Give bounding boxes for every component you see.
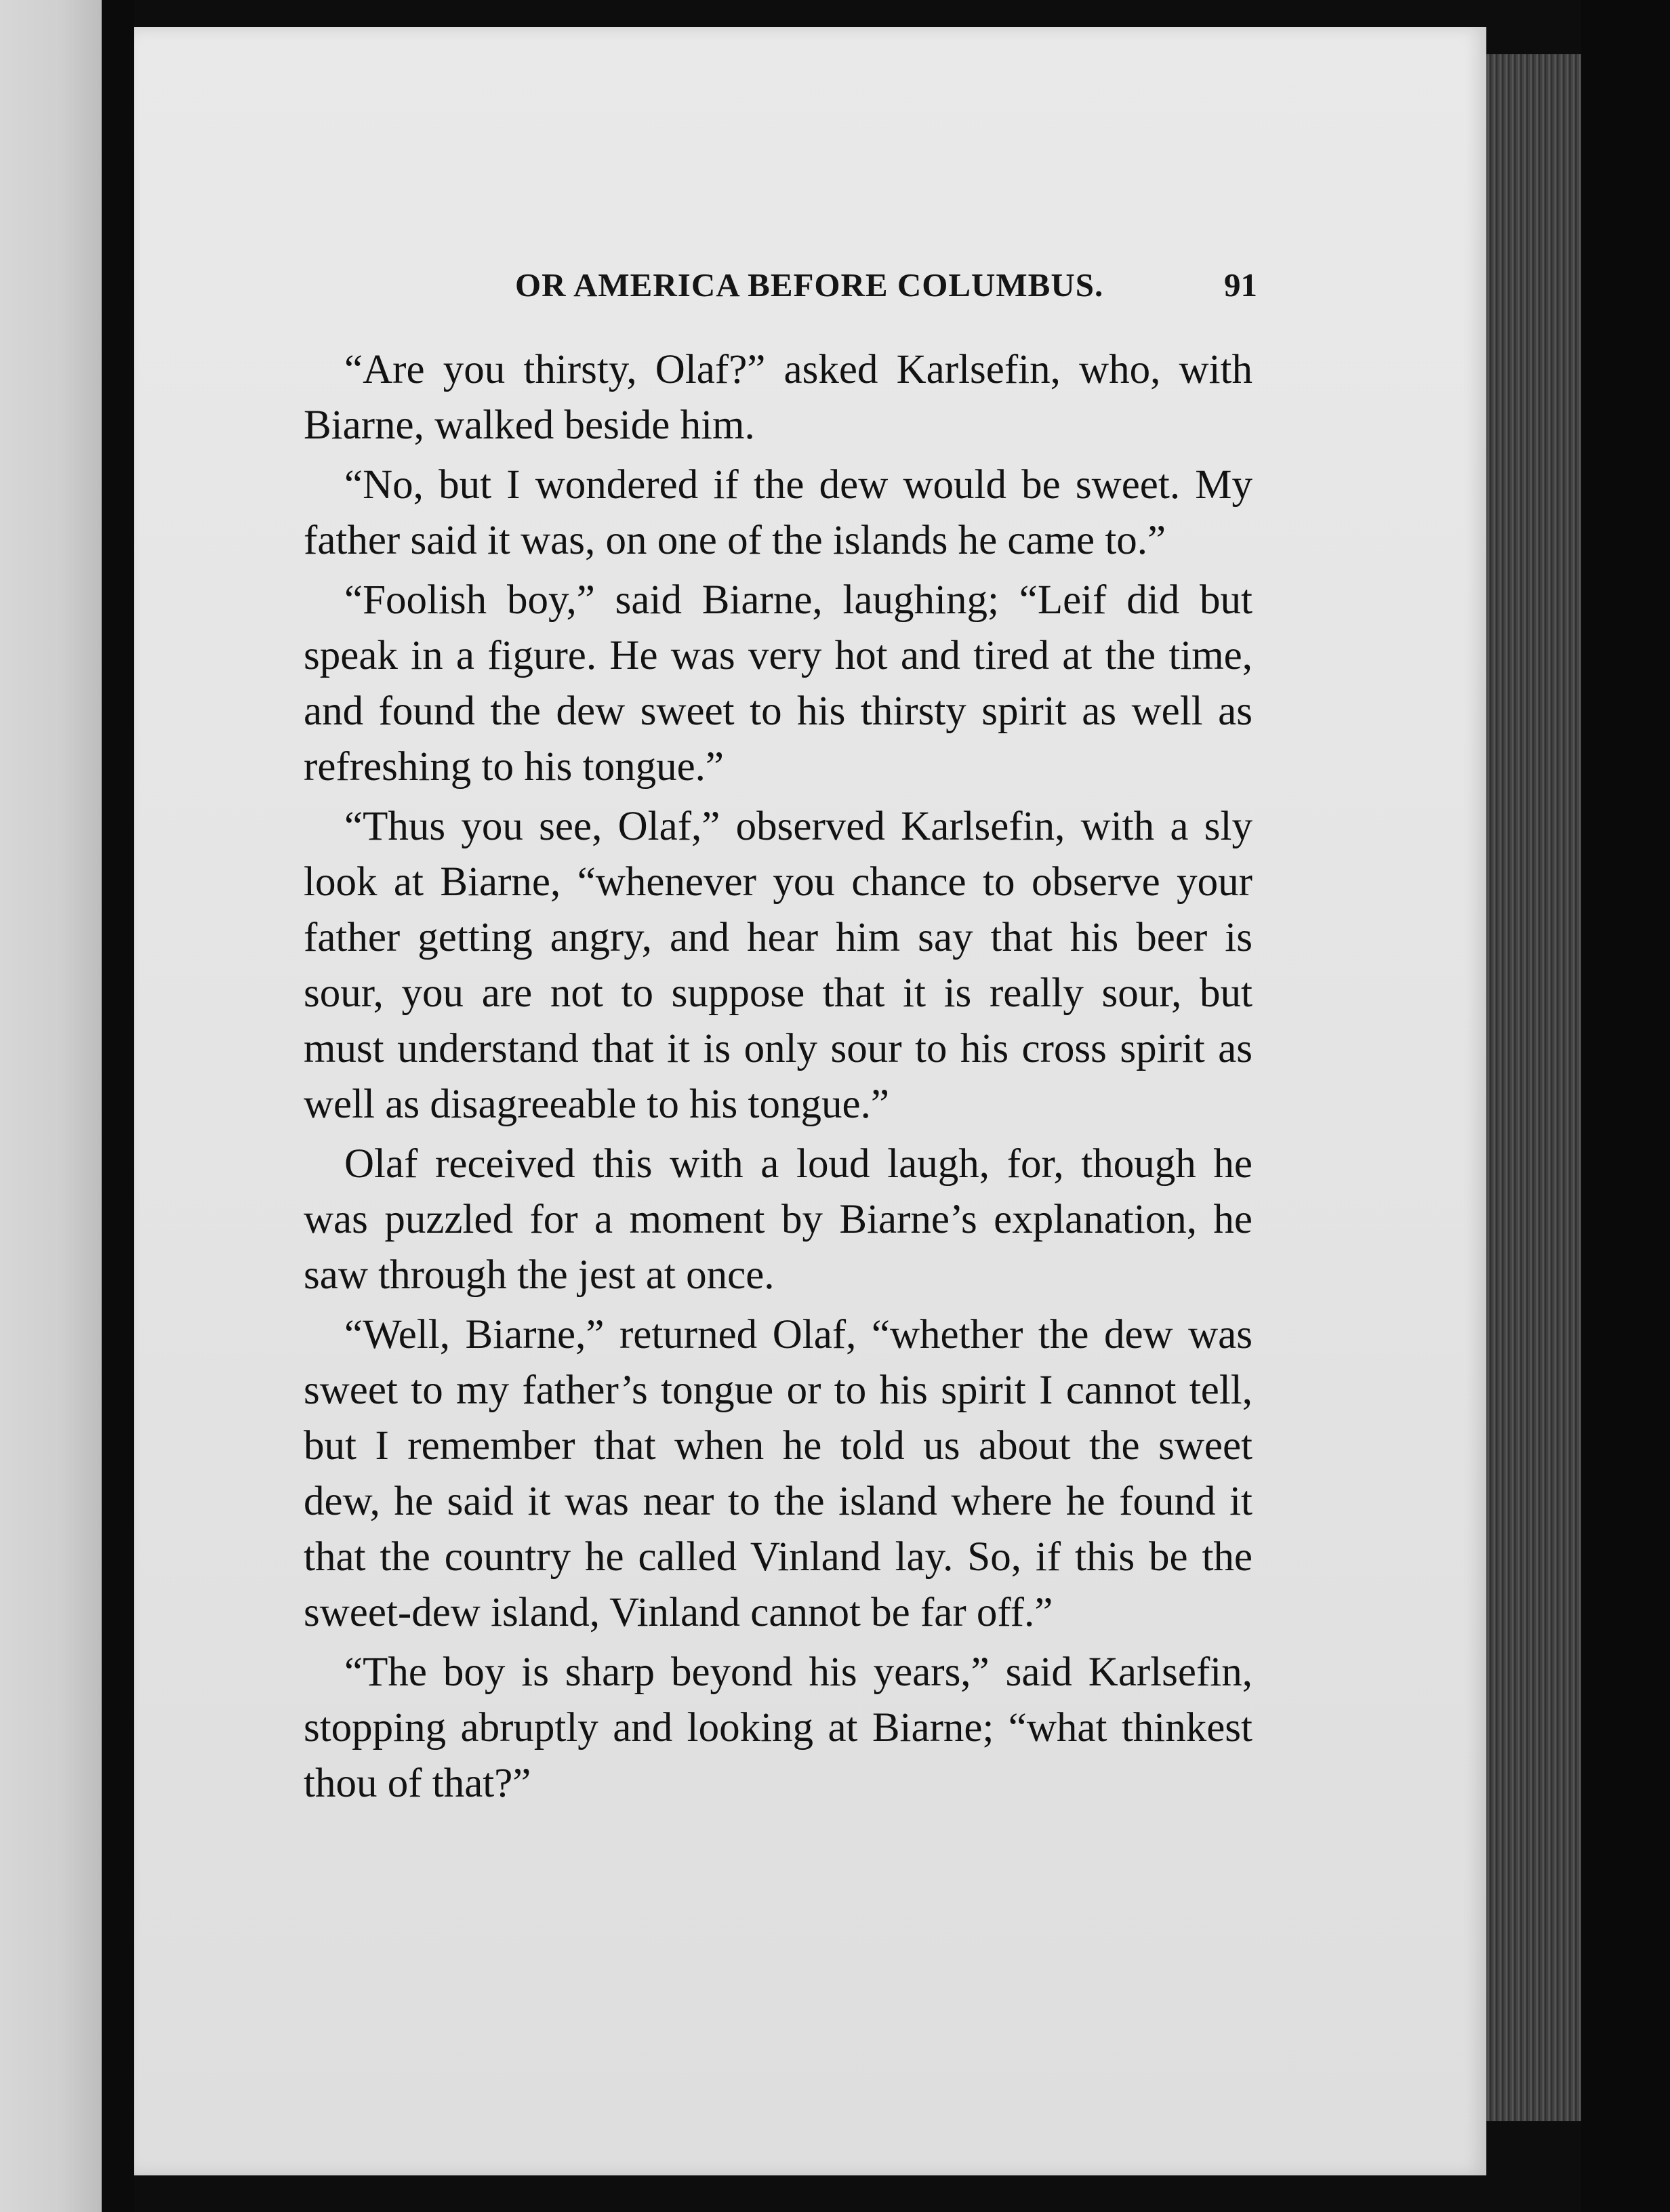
paragraph: “The boy is sharp beyond his years,” said Karlsefin, stopping abruptly and looking at Biarne; “what thinkest thou of that?” xyxy=(304,1650,1252,1806)
running-title: OR AMERICA BEFORE COLUMBUS. xyxy=(515,266,1104,304)
book-gutter xyxy=(102,0,134,2212)
paragraph: Olaf received this with a loud laugh, for, though he was puzzled for a moment by Biarne’s explanation, he saw through the jest at once. xyxy=(304,1141,1252,1298)
paragraph: “Are you thirsty, Olaf?” asked Karlsefin, who, with Biarne, walked beside him. xyxy=(304,347,1252,448)
page-header xyxy=(515,266,1257,313)
paragraph: “Well, Biarne,” returned Olaf, “whether the dew was sweet to my father’s tongue or to his spirit I cannot tell, but I remember that when he told us about the sweet dew, he said it was near to the island where he found it that the country he called Vinland lay. So, if this be the sweet-dew island, Vinland cannot be far off.” xyxy=(304,1312,1252,1635)
scan-background xyxy=(1581,0,1670,2212)
paragraph: “Thus you see, Olaf,” observed Karlsefin, with a sly look at Biarne, “whenever you chance to observe your father getting angry, and hear him say that his beer is sour, you are not to suppose that it is really sour, but must understand that it is only sour to his cross spirit as well as disagreeable to his tongue.” xyxy=(304,804,1252,1127)
paragraph: “Foolish boy,” said Biarne, laughing; “Leif did but speak in a figure. He was very hot and tired at the time, and found the dew sweet to his thirsty spirit as well as refreshing to his tongue.” xyxy=(304,577,1252,790)
page-body xyxy=(304,342,1252,1811)
left-page-edge xyxy=(0,0,102,2212)
page-edges xyxy=(1486,54,1581,2121)
paragraph: “No, but I wondered if the dew would be sweet. My father said it was, on one of the islands he came to.” xyxy=(304,462,1252,563)
page-number: 91 xyxy=(1224,266,1257,304)
